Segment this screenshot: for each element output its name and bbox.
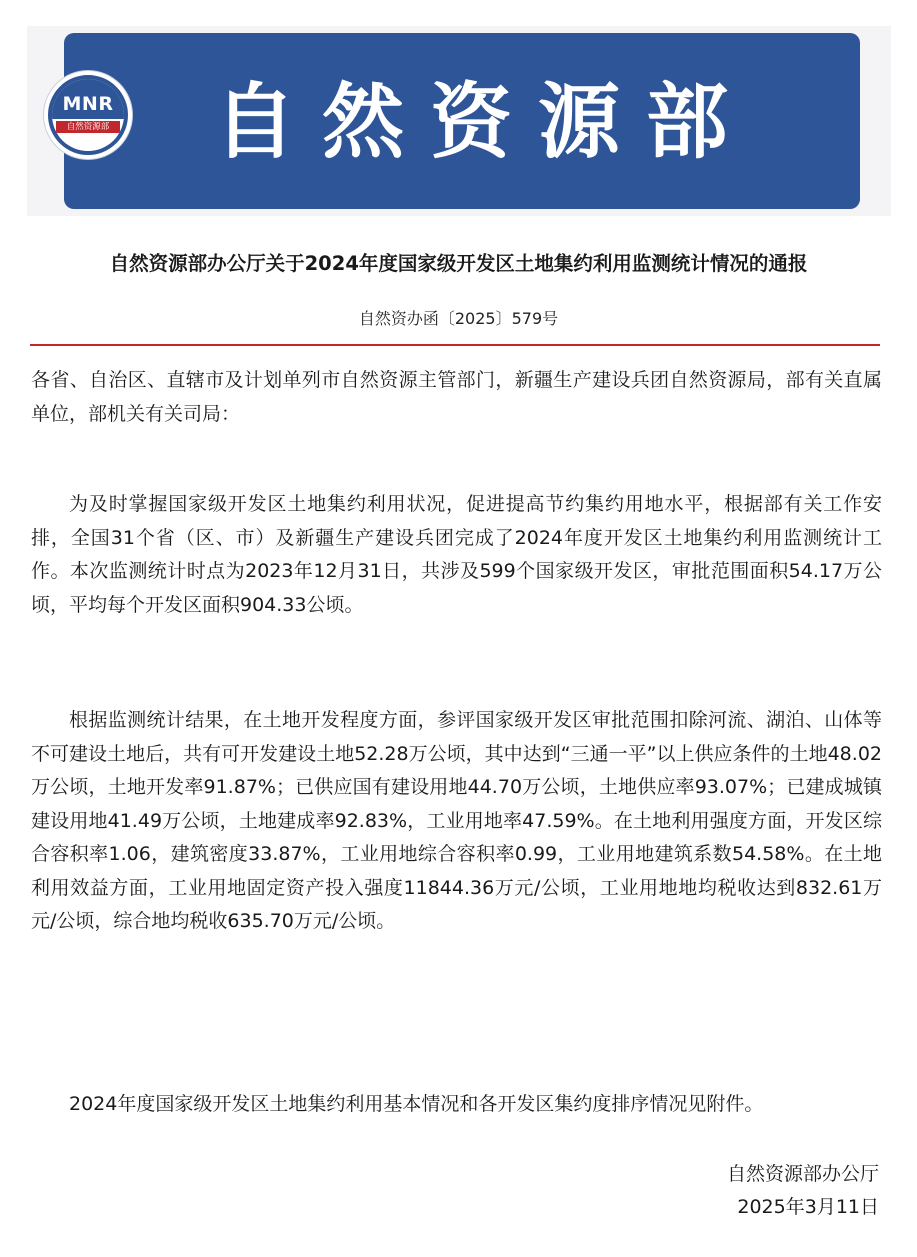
document-number: 自然资办函〔2025〕579号 [358, 309, 559, 328]
paragraph-results: 根据监测统计结果，在土地开发程度方面，参评国家级开发区审批范围扣除河流、湖泊、山体等不可建设土地后，共有可开发建设土地52.28万公顷，其中达到“三通一平”以上供应条件的土地48.02万公顷，土地开发率91.87%；已供应国有建设用地44.70万公顷，土地供应率93.07%；已建成城镇建设用地41.49万公顷，土地建成率92.83%，工业用地率47.59%。在土地利用强度方面，开发区综合容积率1.06，建筑密度33.87%，工业用地综合容积率0.99，工业用地建筑系数54.58%。在土地利用效益方面，工业用地固定资产投入强度11844.36万元/公顷，工业用地地均税收达到832.61万元/公顷，综合地均税收635.70万元/公顷。 [31, 709, 882, 932]
signer-name: 自然资源部办公厅 [726, 1163, 879, 1185]
signing-date: 2025年3月11日 [737, 1196, 879, 1218]
document-title: 自然资源部办公厅关于2024年度国家级开发区土地集约利用监测统计情况的通报 [109, 252, 808, 275]
paragraph-overview: 为及时掌握国家级开发区土地集约利用状况，促进提高节约集约用地水平，根据部有关工作安排，全国31个省（区、市）及新疆生产建设兵团完成了2024年度开发区土地集约利用监测统计工作。本次监测统计时点为2023年12月31日，共涉及599个国家级开发区，审批范围面积54.17万公顷，平均每个开发区面积904.33公顷。 [31, 493, 882, 616]
mnr-logo-emblem [52, 79, 124, 151]
ministry-title: 自然资源部 [214, 74, 755, 170]
paragraph-attachment: 2024年度国家级开发区土地集约利用基本情况和各开发区集约度排序情况见附件。 [69, 1093, 764, 1115]
mnr-logo-abbr: MNR [62, 93, 114, 115]
mnr-logo [44, 71, 132, 159]
red-divider [30, 344, 880, 346]
signature-block [727, 1158, 879, 1224]
salutation: 各省、自治区、直辖市及计划单列市自然资源主管部门，新疆生产建设兵团自然资源局，部有关直属单位，部机关有关司局： [31, 369, 882, 425]
mnr-logo-subtitle: 自然资源部 [56, 121, 120, 133]
